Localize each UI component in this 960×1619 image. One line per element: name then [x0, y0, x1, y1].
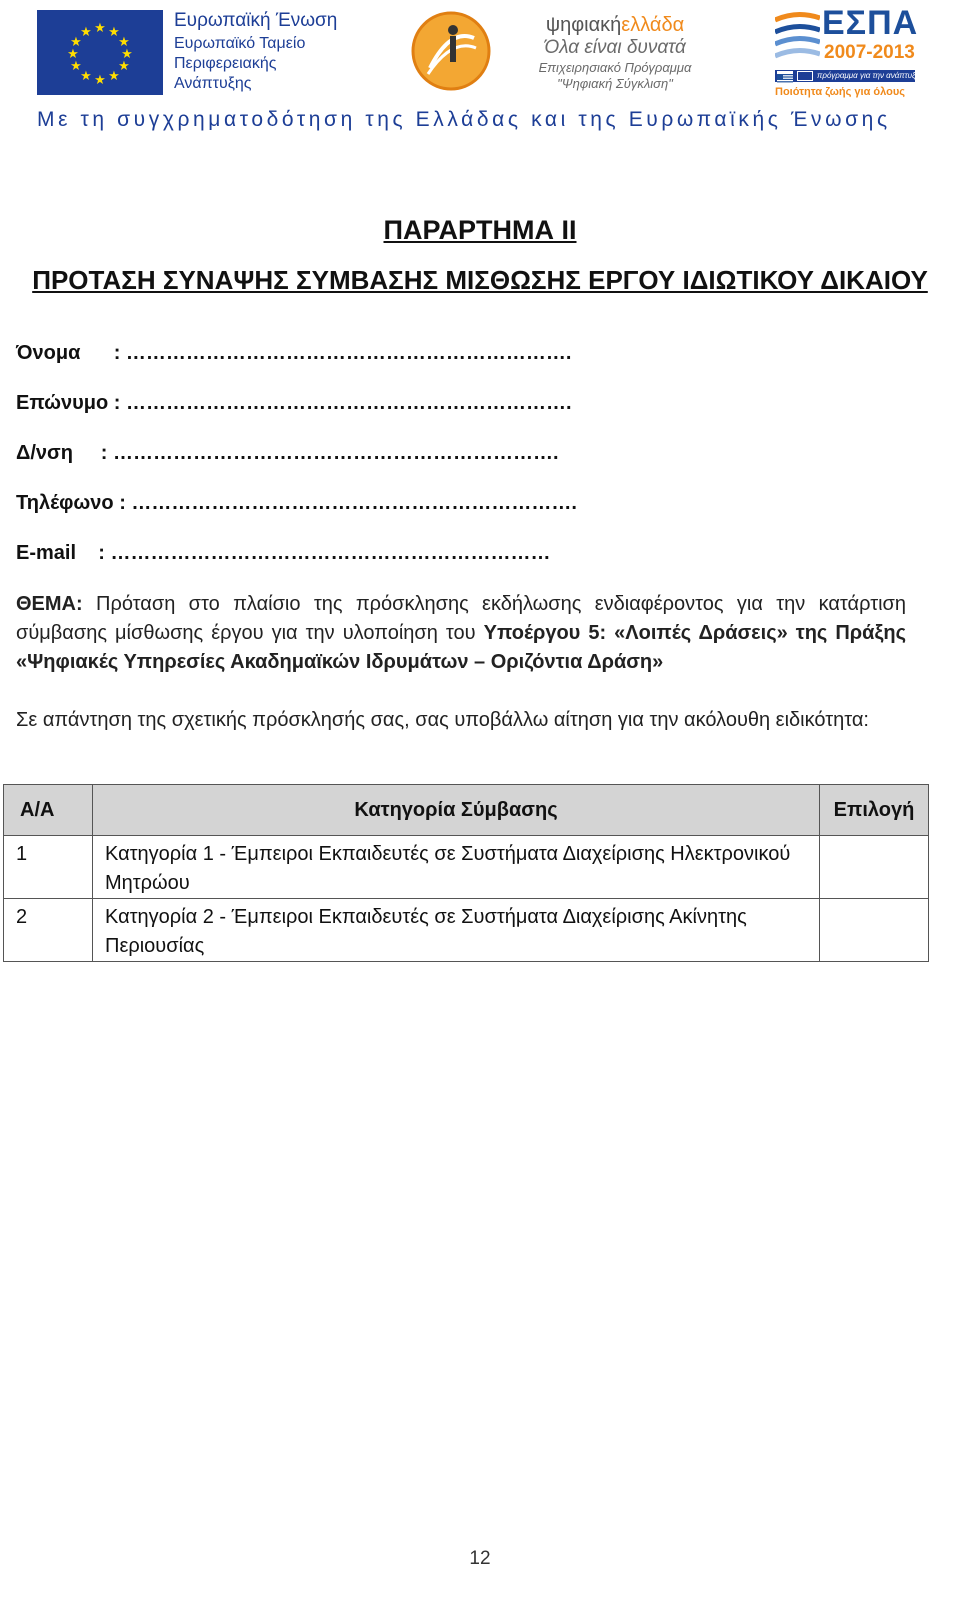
digital-greece-brand [502, 14, 728, 36]
row-aa: 1 [4, 836, 93, 899]
espa-years: 2007-2013 [824, 42, 915, 63]
proposal-title: ΠΡΟΤΑΣΗ ΣΥΝΑΨΗΣ ΣΥΜΒΑΣΗΣ ΜΙΣΘΩΣΗΣ ΕΡΓΟΥ ΙΔΙΩΤΙΚΟΥ ΔΙΚΑΙΟΥ [32, 265, 928, 295]
eu-mini-flag-icon [797, 71, 813, 81]
svg-text:★: ★ [94, 73, 106, 88]
brand-part-a: ψηφιακή [545, 14, 622, 36]
contract-category-table [3, 784, 929, 962]
svg-text:★: ★ [118, 35, 130, 50]
svg-text:★: ★ [70, 35, 82, 50]
brand-part-b: ελλάδα [621, 14, 685, 36]
header-category: Κατηγορία Σύμβασης [93, 785, 820, 836]
espa-waves-icon [775, 10, 820, 68]
svg-text:★: ★ [80, 25, 92, 40]
eu-logo-line: Περιφερειακής [174, 55, 277, 72]
table-row [4, 899, 929, 962]
digital-greece-text [502, 14, 728, 92]
svg-text:★: ★ [70, 59, 82, 74]
annex-title: ΠΑΡΑΡΤΗΜΑ ΙΙ [383, 215, 577, 245]
svg-text:★: ★ [108, 25, 120, 40]
field-label: E-mail [16, 542, 77, 564]
field-email [16, 542, 550, 565]
eu-flag-icon [37, 10, 163, 95]
espa-logo [775, 4, 921, 98]
header-aa: Α/Α [4, 785, 93, 836]
espa-name: ΕΣΠΑ [822, 4, 919, 42]
field-label: Δ/νση [16, 442, 73, 464]
svg-text:★: ★ [121, 47, 133, 62]
header-selection: Επιλογή [820, 785, 929, 836]
svg-text:★: ★ [80, 69, 92, 84]
greek-flag-icon [777, 71, 793, 81]
digital-greece-emblem-icon [410, 8, 492, 94]
row-category: Κατηγορία 1 - Έμπειροι Εκπαιδευτές σε Συστήματα Διαχείρισης Ηλεκτρονικού Μητρώου [93, 836, 820, 899]
table-row [4, 836, 929, 899]
eu-logo-text [174, 10, 374, 94]
program-line-2: "Ψηφιακή Σύγκλιση" [557, 76, 673, 91]
eu-logo [37, 10, 367, 98]
field-phone [16, 492, 577, 515]
espa-bar [775, 70, 921, 82]
row-aa: 2 [4, 899, 93, 962]
subject-text: Πρόταση στο πλαίσιο της πρόσκλησης εκδήλωσης ενδιαφέροντος για την κατάρτιση σύμβασης μίσθωσης έργου για την υλοποίηση του [16, 593, 906, 644]
field-surname [16, 392, 572, 415]
field-name [16, 342, 572, 365]
field-value-dots: : …………………………………………………………. [113, 342, 572, 364]
field-gap [76, 542, 98, 564]
field-value-dots: : …………………………………………………………. [119, 492, 577, 514]
cofunding-statement: Με τη συγχρηματοδότηση της Ελλάδας και της Ευρωπαϊκής Ένωσης [37, 108, 891, 131]
field-address [16, 442, 559, 465]
intro-paragraph: Σε απάντηση της σχετικής πρόσκλησής σας, σας υποβάλλω αίτηση για την ακόλουθη ειδικότητα: [16, 709, 869, 731]
selection-cell[interactable] [820, 836, 929, 899]
eu-logo-title: Ευρωπαϊκή Ένωση [174, 10, 338, 31]
subject-bold-tail: Υποέργου 5: «Λοιπές Δράσεις» της Πράξης «Ψηφιακές Υπηρεσίες Ακαδημαϊκών Ιδρυμάτων – Οριζόντια Δράση» [16, 622, 907, 673]
field-gap [73, 442, 101, 464]
svg-text:★: ★ [108, 69, 120, 84]
subject-label: ΘΕΜΑ: [16, 593, 83, 615]
field-value-dots: : …………………………………………………………. [113, 392, 572, 414]
espa-tagline: Ποιότητα ζωής για όλους [775, 86, 905, 98]
field-value-dots: : …………………………………………………………. [100, 442, 559, 464]
subject-paragraph [16, 590, 906, 677]
page-number: 12 [469, 1548, 491, 1569]
field-label: Όνομα [16, 342, 81, 364]
digital-greece-logo [410, 8, 730, 108]
table-header-row [4, 785, 929, 836]
digital-greece-slogan: Όλα είναι δυνατά [544, 37, 686, 58]
field-value-dots: : ………………………………………………………… [98, 542, 551, 564]
row-category: Κατηγορία 2 - Έμπειροι Εκπαιδευτές σε Συστήματα Διαχείρισης Ακίνητης Περιουσίας [93, 899, 820, 962]
program-line-1: Επιχειρησιακό Πρόγραμμα [538, 60, 692, 75]
field-gap [80, 342, 113, 364]
svg-text:★: ★ [118, 59, 130, 74]
espa-bar-text: πρόγραμμα για την ανάπτυξη [817, 71, 921, 80]
field-label: Επώνυμο [16, 392, 109, 414]
eu-logo-line: Ανάπτυξης [174, 75, 252, 92]
svg-text:★: ★ [67, 47, 79, 62]
field-label: Τηλέφωνο [16, 492, 114, 514]
selection-cell[interactable] [820, 899, 929, 962]
eu-logo-line: Ευρωπαϊκό Ταμείο [174, 35, 306, 52]
svg-text:★: ★ [94, 21, 106, 36]
